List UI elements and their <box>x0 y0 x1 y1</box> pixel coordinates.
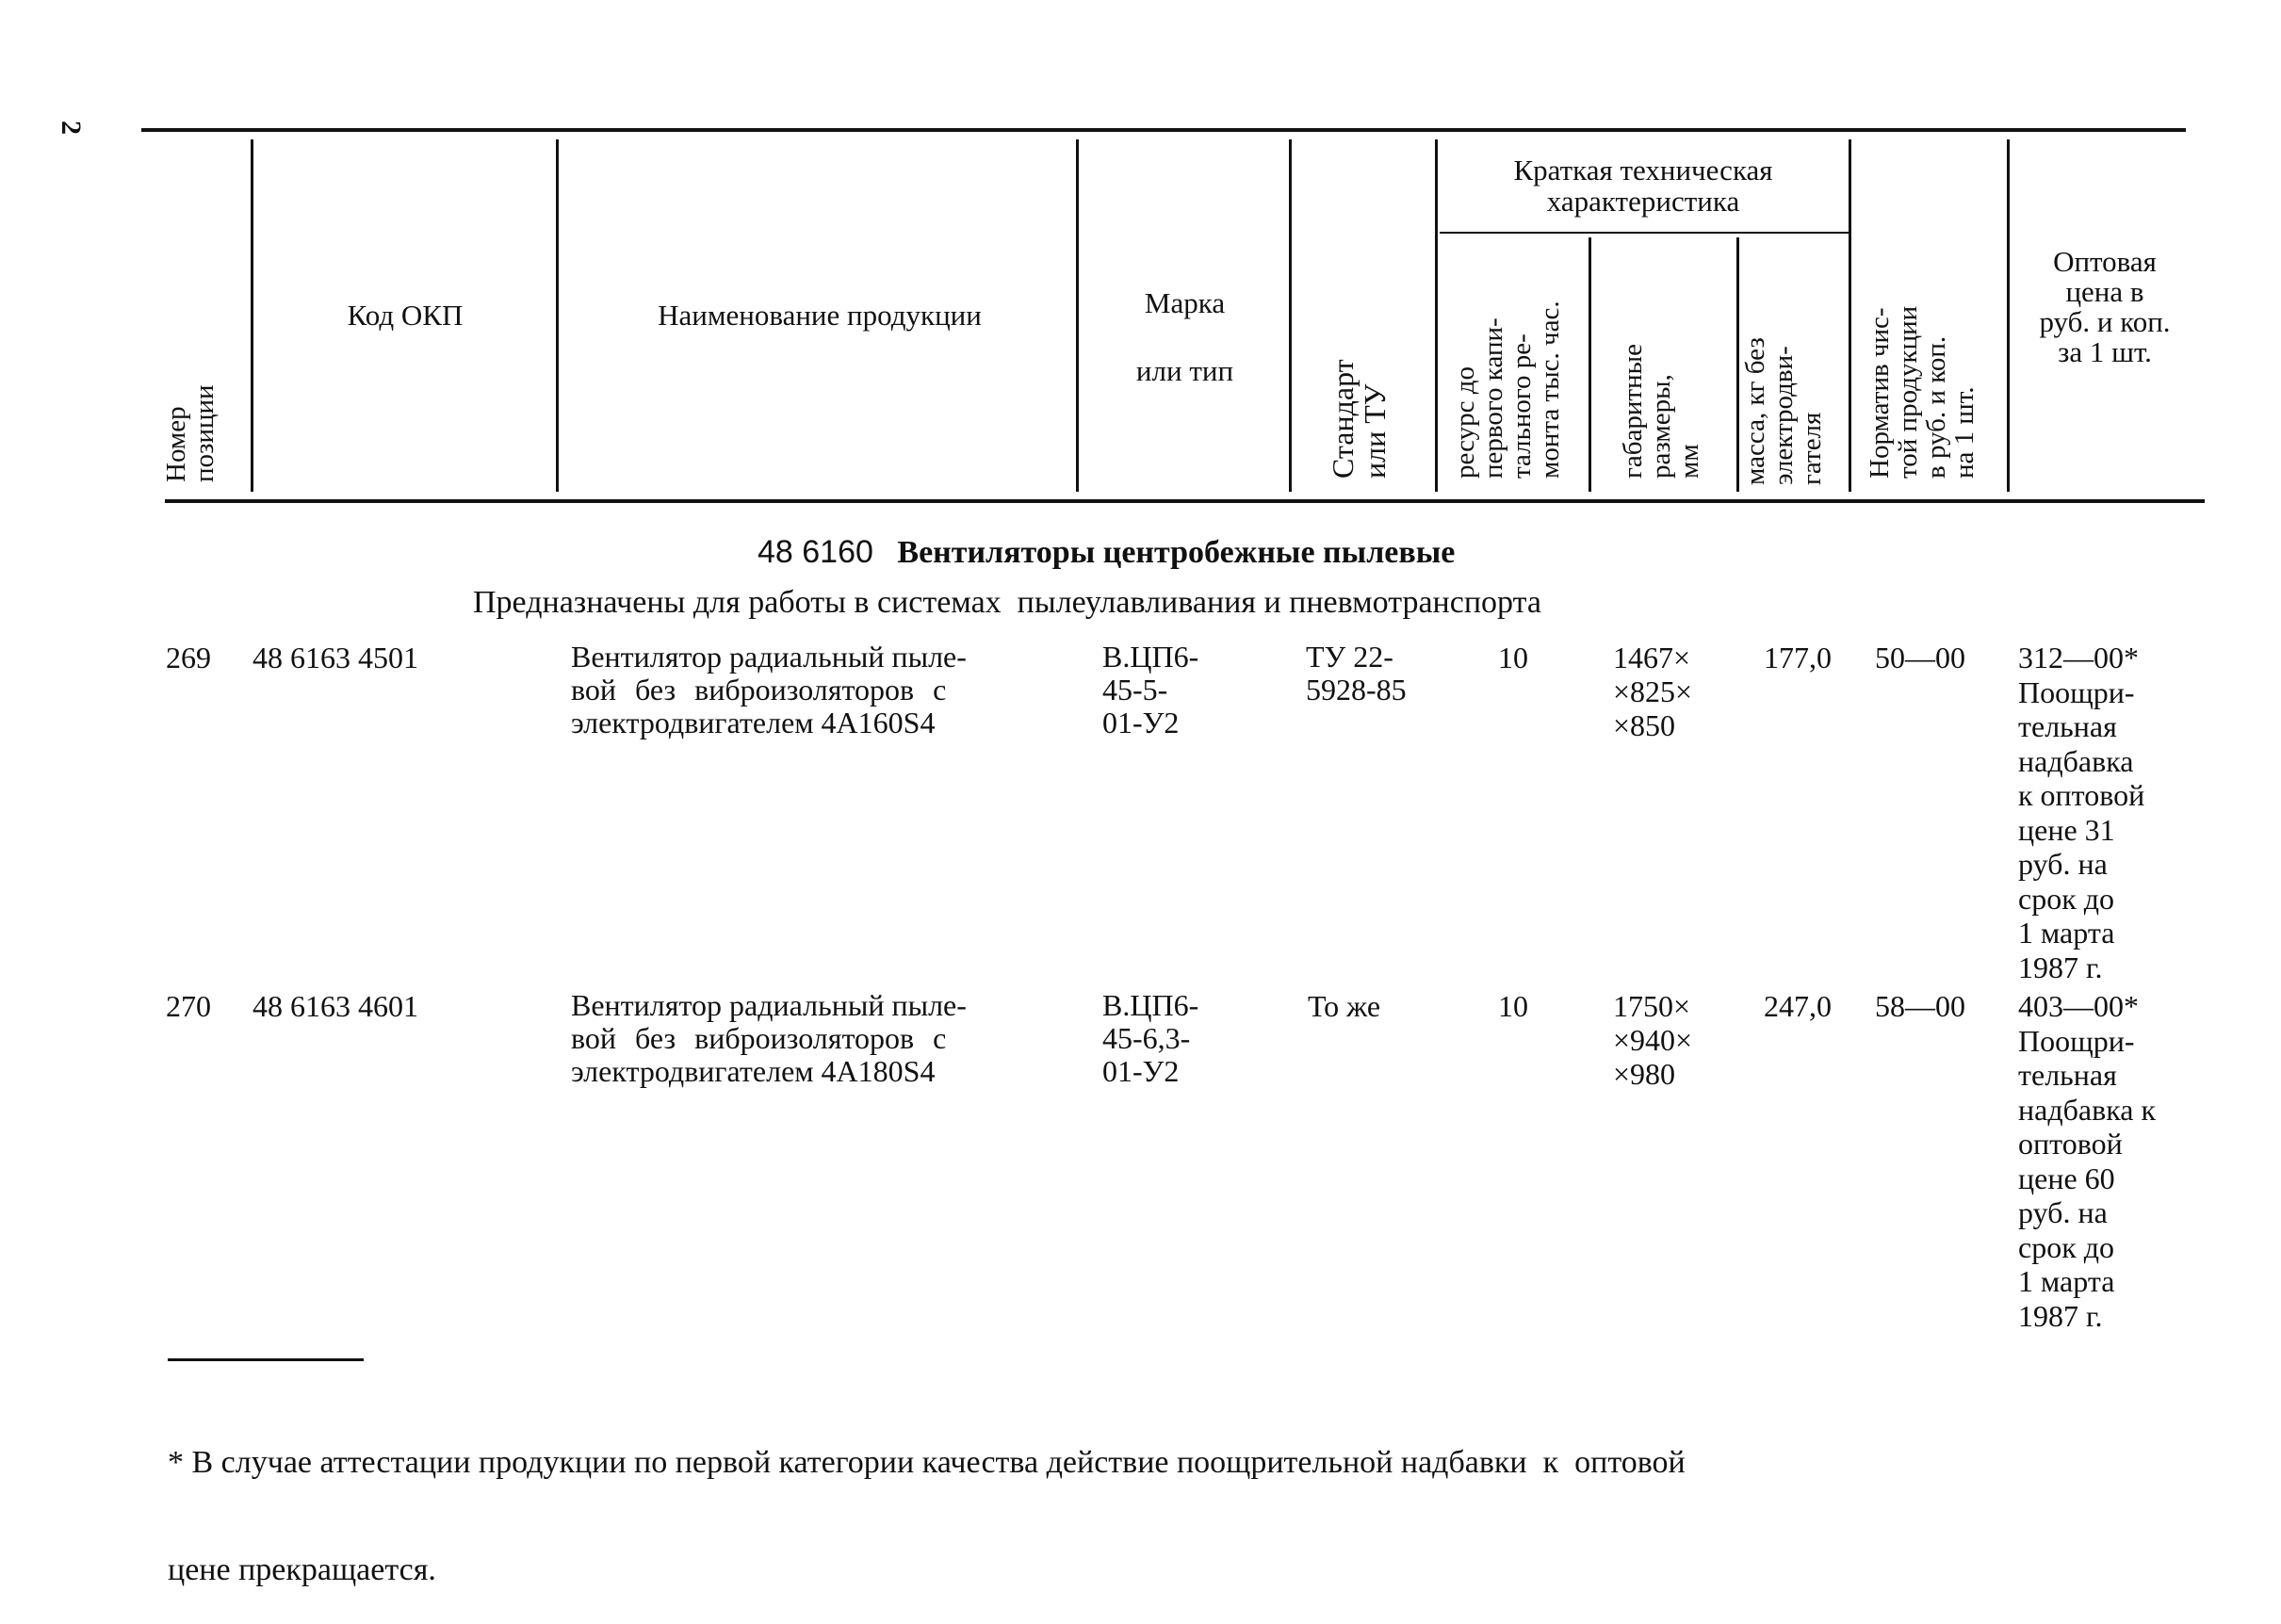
col-divider-6 <box>1589 237 1591 492</box>
header-tech-spec: Краткая техническая характеристика <box>1513 154 1773 218</box>
row-dimensions: 1750× ×940× ×980 <box>1613 989 1693 1091</box>
header-top-rule <box>141 128 2186 132</box>
header-position-number: Номер позиции <box>161 384 220 482</box>
row-dimensions: 1467× ×825× ×850 <box>1613 641 1693 742</box>
row-price: 312—00* Поощри- тельная надбавка к оптовой цене 31 руб. на срок до 1 марта 1987 г. <box>2018 641 2145 984</box>
row-standard: То же <box>1308 989 1381 1023</box>
row-norm: 50—00 <box>1875 641 1965 674</box>
header-standard: Стандарт или ТУ <box>1326 359 1392 479</box>
tech-spec-divider <box>1440 232 1849 234</box>
row-position: 269 <box>166 641 211 674</box>
col-divider-2 <box>556 139 559 492</box>
row-resource: 10 <box>1498 641 1528 674</box>
row-brand: В.ЦП6- 45-6,3- 01-У2 <box>1102 988 1199 1088</box>
page-number: 2 <box>56 121 87 135</box>
row-position: 270 <box>166 989 211 1023</box>
section-subtitle: Предназначены для работы в системах пылеулавливания и пневмотранспорта <box>473 585 1541 620</box>
row-price: 403—00* Поощри- тельная надбавка к оптовой цене 60 руб. на срок до 1 марта 1987 г. <box>2018 989 2157 1333</box>
header-resource: ресурс до первого капи- тального ре- монта тыс. час. <box>1450 300 1565 479</box>
header-wholesale-price: Оптовая цена в руб. и коп. за 1 шт. <box>2039 245 2171 368</box>
section-title: Вентиляторы центробежные пылевые <box>897 535 1456 570</box>
row-mass: 247,0 <box>1764 989 1832 1023</box>
col-divider-1 <box>251 139 253 492</box>
row-brand: В.ЦП6- 45-5- 01-У2 <box>1102 640 1199 739</box>
row-okp-code: 48 6163 4501 <box>253 641 418 674</box>
row-norm: 58—00 <box>1875 989 1965 1023</box>
col-divider-4 <box>1289 139 1292 492</box>
header-bottom-rule <box>165 499 2205 503</box>
row-mass: 177,0 <box>1764 641 1832 674</box>
header-mass: масса, кг без электродви- гателя <box>1740 337 1827 485</box>
row-okp-code: 48 6163 4601 <box>253 989 418 1023</box>
footnote: * В случае аттестации продукции по первой категории качества действие поощрительной надбавки к оптовой цене прекращается. <box>168 1445 1686 1587</box>
col-divider-9 <box>2007 139 2010 492</box>
section-heading <box>758 535 1455 570</box>
header-product-name: Наименование продукции <box>658 299 982 332</box>
header-dimensions: габаритные размеры, мм <box>1618 344 1704 479</box>
header-brand-type: Марка или тип <box>1135 286 1234 387</box>
row-resource: 10 <box>1498 989 1528 1023</box>
col-divider-8 <box>1849 139 1851 492</box>
header-norm: Норматив чис- той продукции в руб. и коп. на 1 шт. <box>1865 305 1980 479</box>
col-divider-5 <box>1435 139 1438 492</box>
row-product-name: Вентилятор радиальный пыле- вой без виброизоляторов с электродвигателем 4А180S4 <box>571 988 967 1088</box>
col-divider-7 <box>1736 237 1739 492</box>
header-okp-code: Код ОКП <box>347 299 464 332</box>
section-code: 48 6160 <box>758 534 873 570</box>
row-standard: ТУ 22- 5928-85 <box>1306 640 1407 706</box>
footnote-rule <box>168 1358 364 1361</box>
col-divider-3 <box>1076 139 1079 492</box>
row-product-name: Вентилятор радиальный пыле- вой без виброизоляторов с электродвигателем 4А160S4 <box>571 640 967 739</box>
